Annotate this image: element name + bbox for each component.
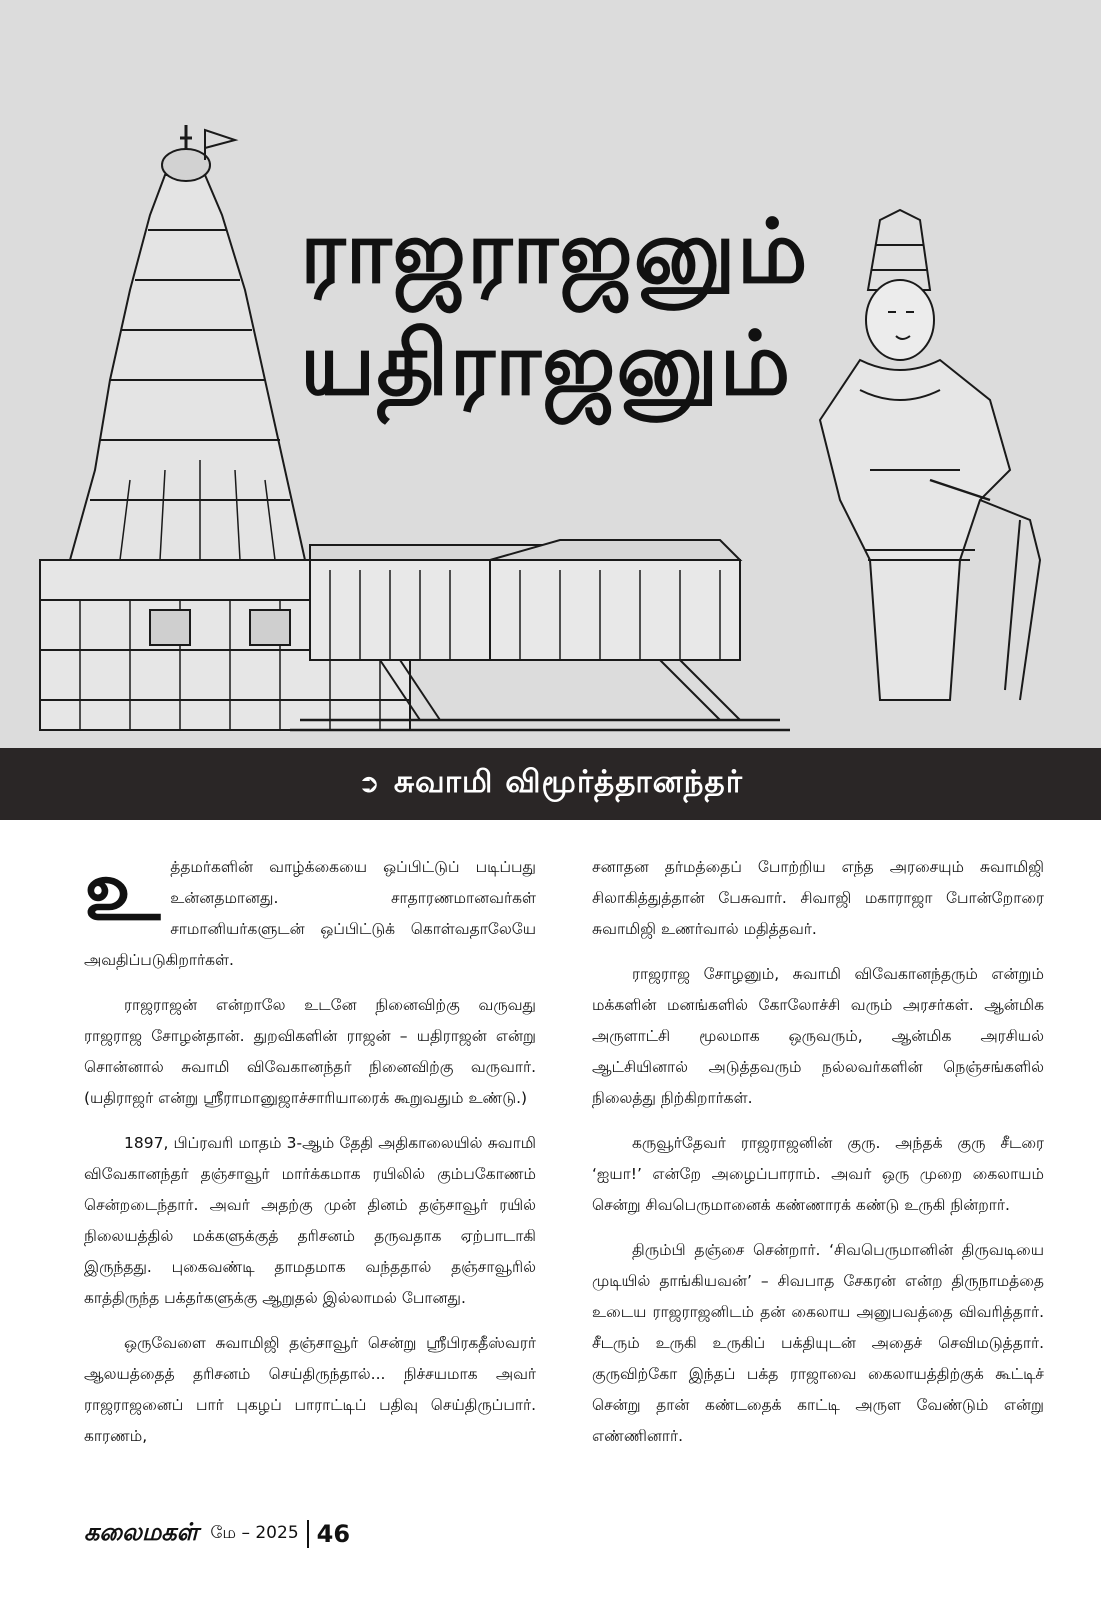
page-footer [84,1518,350,1549]
author-bar [0,748,1101,820]
paragraph: உத்தமர்களின் வாழ்க்கையை ஒப்பிட்டுப் படிப்பது உன்னதமானது. சாதாரணமானவர்கள் சாமானியர்களுடன் ஒப்பிட்டுக் கொள்வதாலேயே அவதிப்படுகிறார்கள். [84,841,536,969]
paragraph: ராஜராஜ சோழனும், சுவாமி விவேகானந்தரும் என்றும் மக்களின் மனங்களில் கோலோச்சி வரும் அரசர்கள். ஆன்மிக அருளாட்சி மூலமாக ஒருவரும், ஆன்மிக அரசியல் ஆட்சியினால் அடுத்தவரும் நல்லவர்களின் நெஞ்சங்களில் நிலைத்து நிற்கிறார்கள். [592,965,1044,1107]
footer-divider [307,1520,309,1548]
paragraph: 1897, பிப்ரவரி மாதம் 3-ஆம் தேதி அதிகாலையில் சுவாமி விவேகானந்தர் தஞ்சாவூர் மார்க்கமாக ரயிலில் கும்பகோணம் சென்றடைந்தார். அவர் அதற்கு முன் தினம் தஞ்சாவூர் ரயில் நிலையத்தில் மக்களுக்குத் தரிசனம் தருவதாக ஏற்பாடாகி இருந்தது. புகைவண்டி தாமதமாக வந்ததால் தஞ்சாவூரில் காத்திருந்த பக்தர்களுக்கு ஆறுதல் இல்லாமல் போனது. [84,1134,536,1307]
paragraph: திரும்பி தஞ்சை சென்றார். ‘சிவபெருமானின் திருவடியை முடியில் தாங்கியவன்’ – சிவபாத சேகரன் என்ற திருநாமத்தை உடைய ராஜராஜனிடம் தன் கைலாய அனுபவத்தை விவரித்தார். சீடரும் உருகி உருகிப் பக்தியுடன் அதைச் செவிமடுத்தார். குருவிற்கோ இந்தப் பக்த ராஜாவை கைலாயத்திற்குக் கூட்டிச் சென்று தான் கண்டதைக் காட்டி அருள வேண்டும் என்று எண்ணினார். [592,1241,1044,1445]
title-line-1: ராஜராஜனும் [300,200,809,303]
issue-date: மே – 2025 [210,1522,299,1543]
dropcap: உ [84,841,161,939]
page-number: 46 [316,1519,351,1548]
author-name: சுவாமி விமூர்த்தானந்தர் [393,764,743,800]
author-arrow-icon: ➲ [358,769,380,799]
column-right [592,852,1044,1492]
hero-banner [0,0,1101,748]
paragraph: ஒருவேளை சுவாமிஜி தஞ்சாவூர் சென்று ஸ்ரீபிரகதீஸ்வரர் ஆலயத்தைத் தரிசனம் செய்திருந்தால்... நிச்சயமாக அவர் ராஜராஜனைப் பார் புகழப் பாராட்டிப் பதிவு செய்திருப்பார். காரணம், [84,1334,536,1445]
article-title [300,196,809,420]
column-left [84,841,536,1492]
magazine-name: கலைமகள் [84,1518,199,1546]
paragraph: கருவூர்தேவர் ராஜராஜனின் குரு. அந்தக் குரு சீடரை ‘ஐயா!’ என்றே அழைப்பாராம். அவர் ஒரு முறை கைலாயம் சென்று சிவபெருமானைக் கண்ணாரக் கண்டு உருகி நின்றார். [592,1134,1044,1214]
king-figure-icon [820,210,1040,700]
article-body [84,841,1044,1492]
paragraph: ராஜராஜன் என்றாலே உடனே நினைவிற்கு வருவது ராஜராஜ சோழன்தான். துறவிகளின் ராஜன் – யதிராஜன் என்று சொன்னால் சுவாமி விவேகானந்தர் நினைவிற்கு வருவார். (யதிராஜர் என்று ஸ்ரீராமானுஜாச்சாரியாரைக் கூறுவதும் உண்டு.) [84,996,536,1107]
title-line-2: யதிராஜனும் [300,312,792,415]
paragraph: சனாதன தர்மத்தைப் போற்றிய எந்த அரசையும் சுவாமிஜி சிலாகித்துத்தான் பேசுவார். சிவாஜி மகாராஜா போன்றோரை சுவாமிஜி உணர்வால் மதித்தவர். [592,858,1044,938]
